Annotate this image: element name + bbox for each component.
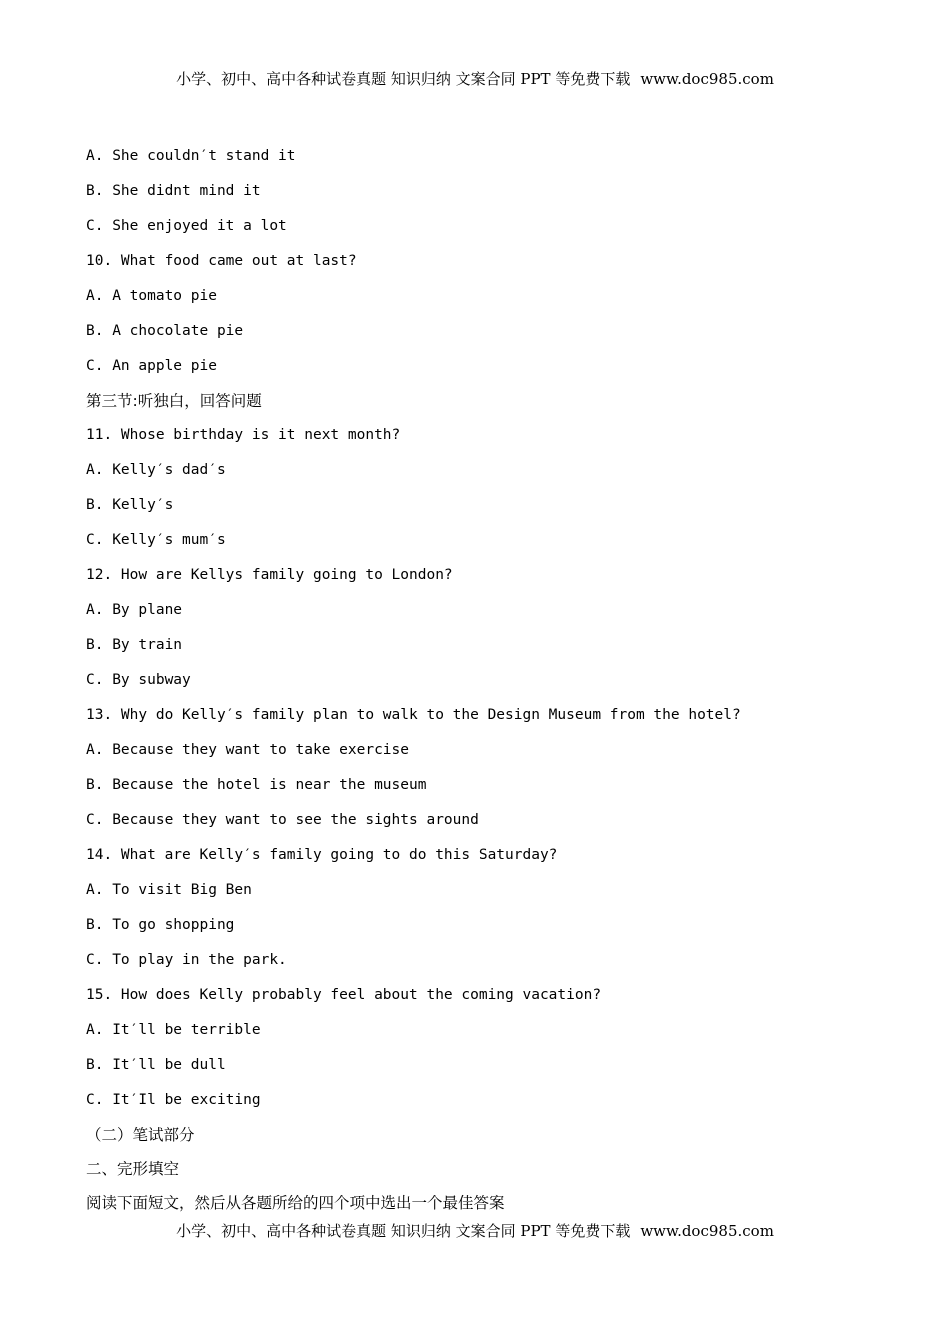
option-line: A. Kelly′s dad′s: [86, 462, 226, 478]
option-line: C. Kelly′s mum′s: [86, 532, 226, 548]
header-text: 小学、初中、高中各种试卷真题 知识归纳 文案合同 PPT 等免费下载: [176, 70, 631, 88]
question-line: 13. Why do Kelly′s family plan to walk to the Design Museum from the hotel?: [86, 707, 741, 723]
option-line: B. To go shopping: [86, 917, 235, 933]
option-line: C. She enjoyed it a lot: [86, 218, 287, 234]
document-body: [86, 145, 926, 1226]
option-line: C. To play in the park.: [86, 952, 287, 968]
footer-url[interactable]: www.doc985.com: [640, 1222, 774, 1240]
option-line: B. Because the hotel is near the museum: [86, 777, 427, 793]
option-line: B. A chocolate pie: [86, 323, 244, 339]
page-footer: [0, 1220, 950, 1241]
option-line: A. By plane: [86, 602, 183, 618]
section-heading: 第三节:听独白，回答问题: [86, 392, 262, 410]
section-heading: （二）笔试部分: [86, 1126, 195, 1144]
option-line: B. It′ll be dull: [86, 1057, 226, 1073]
instruction-line: 阅读下面短文，然后从各题所给的四个项中选出一个最佳答案: [86, 1194, 505, 1212]
option-line: B. By train: [86, 637, 183, 653]
option-line: B. Kelly′s: [86, 497, 174, 513]
header-url[interactable]: www.doc985.com: [640, 70, 774, 88]
page-header: [0, 68, 950, 89]
footer-text: 小学、初中、高中各种试卷真题 知识归纳 文案合同 PPT 等免费下载: [176, 1222, 631, 1240]
question-line: 11. Whose birthday is it next month?: [86, 427, 401, 443]
option-line: A. A tomato pie: [86, 288, 217, 304]
option-line: C. An apple pie: [86, 358, 217, 374]
option-line: A. Because they want to take exercise: [86, 742, 410, 758]
question-line: 15. How does Kelly probably feel about the coming vacation?: [86, 987, 602, 1003]
option-line: C. By subway: [86, 672, 191, 688]
option-line: A. It′ll be terrible: [86, 1022, 261, 1038]
option-line: C. Because they want to see the sights around: [86, 812, 479, 828]
option-line: B. She didnt mind it: [86, 183, 261, 199]
question-line: 12. How are Kellys family going to London?: [86, 567, 453, 583]
question-line: 10. What food came out at last?: [86, 253, 357, 269]
option-line: A. She couldn′t stand it: [86, 148, 296, 164]
option-line: A. To visit Big Ben: [86, 882, 252, 898]
option-line: C. It′Il be exciting: [86, 1092, 261, 1108]
question-line: 14. What are Kelly′s family going to do this Saturday?: [86, 847, 558, 863]
section-heading: 二、完形填空: [86, 1160, 180, 1178]
